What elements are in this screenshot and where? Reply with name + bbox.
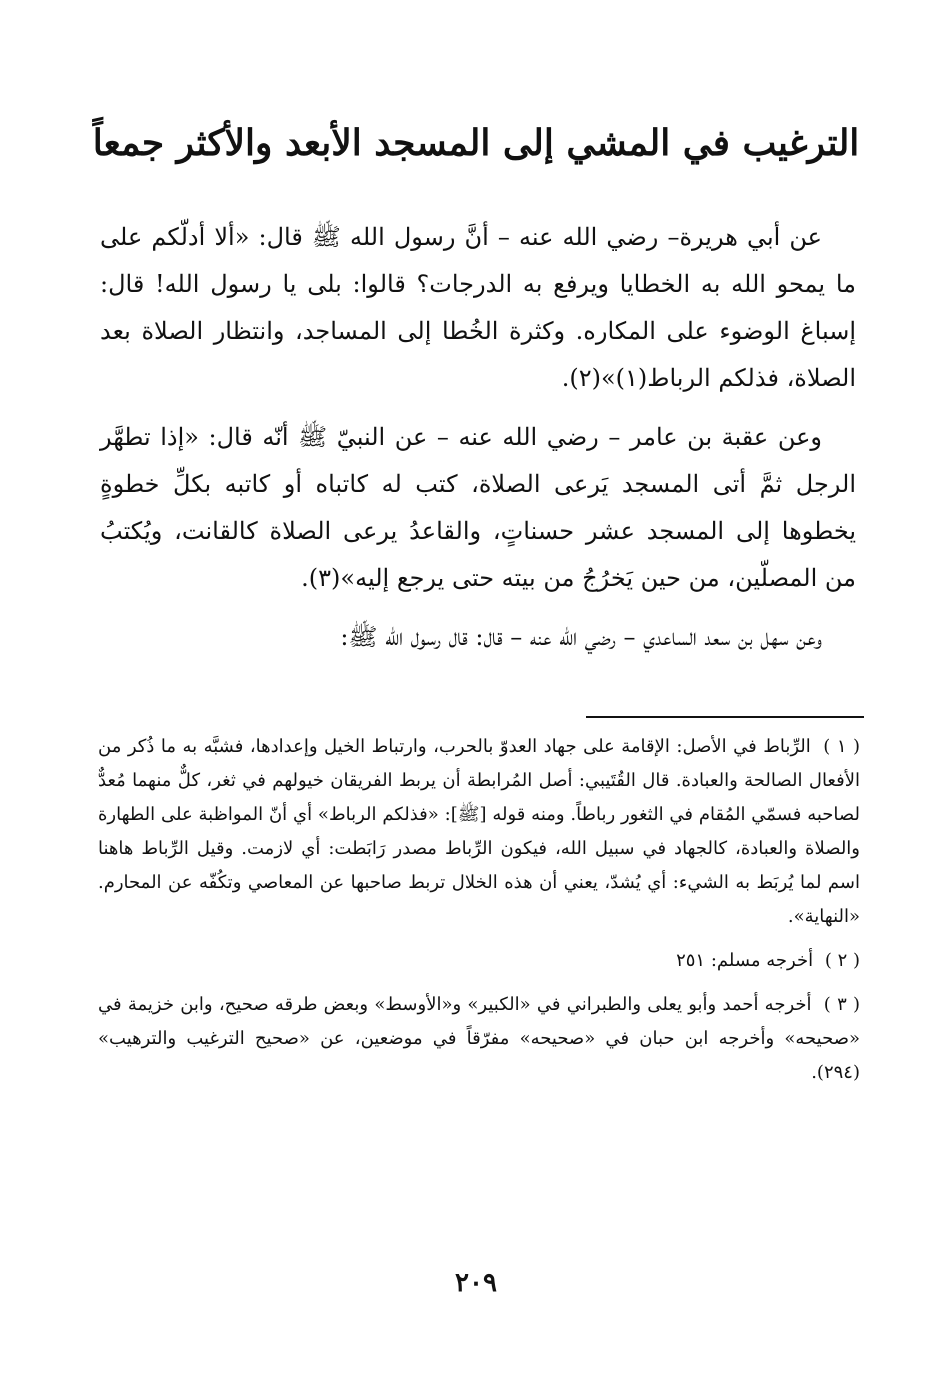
paragraph-1: عن أبي هريرة– رضي الله عنه – أنَّ رسول الله ﷺ قال: «ألا أدلّكم على ما يمحو الله به الخطايا ويرفع به الدرجات؟ قالوا: بلى يا رسول الله! قال: إسباغ الوضوء على المكاره. وكثرة الخُطا إلى المساجد، وانتظار الصلاة بعد الصلاة، فذلكم الرباط(١)»(٢).	[100, 223, 856, 392]
footnote-3	[98, 988, 860, 1090]
footnote-2	[98, 944, 860, 978]
footnote-text: أخرجه مسلم: ٢٥١	[676, 950, 814, 971]
footnote-number: ( ٢ )	[824, 950, 860, 971]
page-title: الترغيب في المشي إلى المسجد الأبعد والأكثر جمعاً	[92, 122, 860, 164]
main-text	[100, 214, 856, 673]
paragraph-3: وعن سهل بن سعد الساعدي – رضي الله عنه – قال: قال رسول الله ﷺ:	[340, 623, 822, 651]
page-number: ٢٠٩	[455, 1268, 497, 1298]
footnotes	[98, 730, 860, 1100]
footnote-text: الرِّباط في الأصل: الإقامة على جهاد العدوّ بالحرب، وارتباط الخيل وإعدادها، فشبَّه به ما ذُكر من الأفعال الصالحة والعبادة. قال القُتَيبي: أصل المُرابطة أن يربط الفريقان خيولهم في ثغر، كلٌّ منهما مُعدٌّ لصاحبه فسمّي المُقام في الثغور رباطاً. ومنه قوله [ﷺ]: «فذلكم الرباط» أي أنّ المواظبة على الطهارة والصلاة والعبادة، كالجهاد في سبيل الله، فيكون الرِّباط مصدر رَابَطت: أي لازمت. وقيل الرِّباط هاهنا اسم لما يُربَط به الشيء: أي يُشدّ، يعني أن هذه الخلال تربط صاحبها عن المعاصي وتكُفّه عن المحارم. «النهاية».	[98, 736, 860, 927]
footnote-text: أخرجه أحمد وأبو يعلى والطبراني في «الكبير» و«الأوسط» وبعض طرقه صحيح، وابن خزيمة في «صحيحه» وأخرجه ابن حبان في «صحيحه» مفرّقاً في موضعين، عن «صحيح الترغيب والترهيب» (٢٩٤).	[98, 994, 860, 1083]
footnote-1	[98, 730, 860, 934]
footnote-number: ( ٣ )	[823, 994, 861, 1015]
paragraph-2: وعن عقبة بن عامر – رضي الله عنه – عن النبيّ ﷺ أنّه قال: «إذا تطهَّر الرجل ثمَّ أتى المسجد يَرعى الصلاة، كتب له كاتباه أو كاتبه بكلِّ خطوةٍ يخطوها إلى المسجد عشر حسناتٍ، والقاعدُ يرعى الصلاة كالقانت، ويُكتبُ من المصلّين، من حين يَخرُجُ من بيته حتى يرجع إليه»(٣).	[100, 423, 856, 592]
footnote-number: ( ١ )	[823, 736, 860, 757]
footnote-divider	[586, 716, 864, 718]
